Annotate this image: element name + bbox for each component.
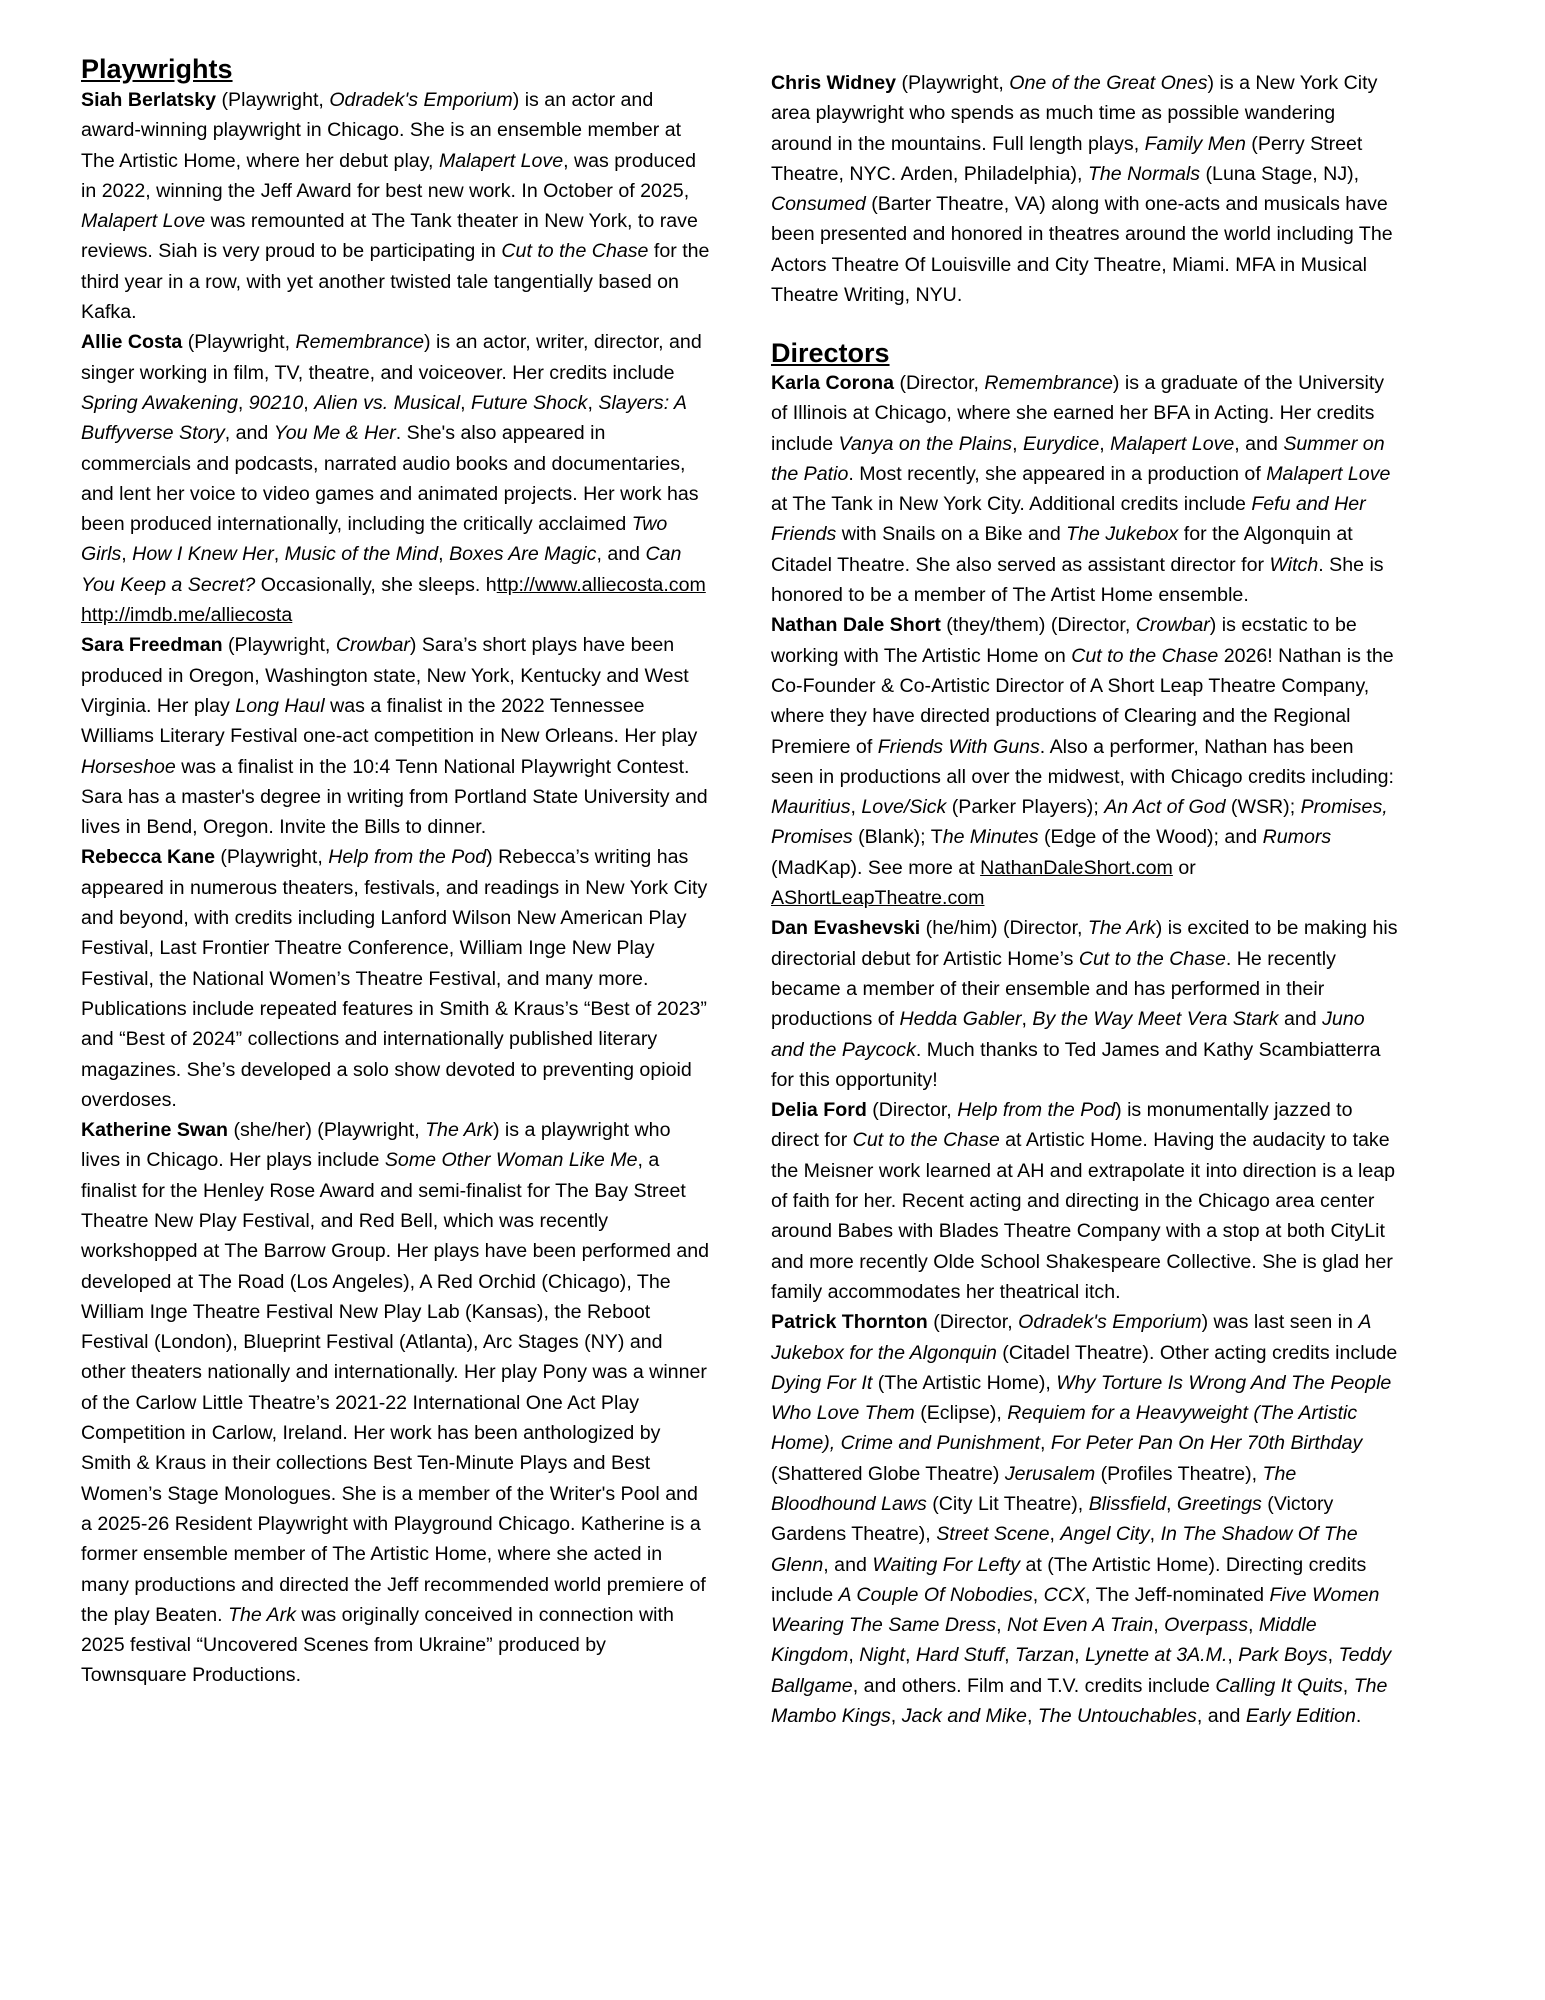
bio-title: The Bloodhound Laws [771,1462,1297,1515]
bio-title: The Untouchables [1037,1705,1197,1728]
bio-title: Middle Kingdom [771,1614,1317,1667]
bio-title: Greetings [1176,1492,1262,1515]
bio-title: Odradek's Emporium [329,89,513,111]
bio-text: ) is a New York City area playwright who spends as much time as possible wandering around in the mountains. Full length plays, [771,72,1378,155]
bio-text: (Barter Theatre, VA) along with one-acts and musicals have been presented and honored in theatres around the world including The Actors Theatre Of Louisville and City Theatre, Miami. MFA in Musical Theatre Writing, NYU. [771,193,1393,307]
bio-text: , [273,543,285,566]
bio-title: Five Women Wearing The Same Dress [771,1583,1380,1637]
bio-title: Remembrance [295,331,425,354]
bio-text: (he/him) (Director, [920,917,1088,940]
bio-title: For Peter Pan On Her 70th Birthday [1050,1432,1363,1455]
bio-link[interactable]: AShortLeapTheatre.com [771,887,985,910]
bio-text: , The Jeff-nominated [1085,1583,1270,1606]
bio-text: ) is an actor and award-winning playwright in Chicago. She is an ensemble member at The Artistic Home, where her debut play, [81,89,682,172]
bio-title: Friends With Guns [877,735,1040,758]
bio-text: ) is an actor, writer, director, and singer working in film, TV, theatre, and voiceover. Her credits include [81,331,702,384]
bio-text: (Parker Players); [946,796,1105,819]
bio-title: A Jukebox for the Algonquin [771,1311,1371,1364]
bio-text: . She is honored to be a member of The Artist Home ensemble. [771,553,1384,607]
bio-text: (MadKap). See more at [771,856,981,879]
bio-title: Two Girls [81,513,668,566]
bio-name: Katherine Swan [81,1119,228,1142]
bio-text: (City Lit Theatre), [926,1492,1089,1515]
bio-title: CCX [1043,1583,1086,1606]
bio-paragraph [771,68,1401,310]
bio-paragraph [771,1307,1401,1731]
bio-text: (Eclipse), [914,1402,1008,1425]
bio-text: , [904,1644,916,1667]
bio-text: , a finalist for the Henley Rose Award and semi-finalist for The Bay Street Theatre New Play Festival, and Red Bell, which was recently workshopped at The Barrow Group. Her plays have been performed and developed at The Road (Los Angeles), A Red Orchid (Chicago), The William Inge Theatre Festival New Play Lab (Kansas), the Reboot Festival (London), Blueprint Festival (Atlanta), Arc Stages (NY) and other theaters nationally and internationally. Her play Pony was a winner of the Carlow Little Theatre’s 2021-22 International One Act Play Competition in Carlow, Ireland. Her work has been anthologized by Smith & Kraus in their collections Best Ten-Minute Plays and Best Women’s Stage Monologues. She is a member of the Writer's Pool and a 2025-26 Resident Playwright with Playground Chicago. Katherine is a former ensemble member of The Artistic Home, where she acted in many productions and directed the Jeff recommended world premiere of the play Beaten. [81,1149,710,1626]
bio-text: at The Tank in New York City. Additional credits include [771,493,1252,516]
playwright-bios-continued [771,68,1401,310]
bio-text: , [1012,432,1023,455]
bio-title: Blissfield [1088,1492,1167,1515]
bio-text: (Playwright, [216,89,330,111]
bio-title: The Mambo Kings [771,1674,1388,1728]
bio-paragraph [771,610,1401,913]
bio-title: Waiting For Lefty [872,1553,1021,1576]
bio-text: at (The Artistic Home). Directing credits include [771,1553,1367,1606]
bio-title: Jack and Mike [901,1705,1027,1728]
bio-text: (Shattered Globe Theatre) [771,1462,1005,1485]
bio-text: , was produced in 2022, winning the Jeff Award for best new work. In October of 2025, [81,149,696,202]
bio-text: , [1227,1644,1239,1667]
bio-title: The Ark [425,1119,493,1142]
bio-text: (she/her) (Playwright, [228,1119,426,1142]
bio-text: (Playwright, [896,72,1010,94]
bio-title: Early Edition [1245,1705,1356,1728]
directors-heading: Directors [771,338,890,368]
bio-title: Malapert Love [1110,432,1235,455]
bio-text: (Director, [866,1099,958,1122]
bio-paragraph [81,842,711,1115]
bio-title: Why Torture Is Wrong And The People Who Love Them [771,1371,1392,1425]
bio-text: , [1149,1523,1161,1546]
bio-title: Overpass [1164,1614,1248,1637]
bio-text: , and others. Film and T.V. credits include [852,1674,1216,1697]
bio-title: Angel City [1060,1523,1150,1546]
bio-title: You Me & Her [273,422,396,445]
bio-text: (Playwright, [182,331,296,354]
bio-text: was remounted at The Tank theater in New York, to rave reviews. Siah is very proud to be participating in [81,210,698,263]
bio-text: , [1004,1644,1015,1667]
bio-title: Fefu and Her Friends [771,493,1366,546]
bio-name: Allie Costa [81,331,183,354]
bio-title: he Minutes [942,826,1039,849]
bio-text: , [848,1644,860,1667]
bio-paragraph [81,630,711,842]
bio-text: , [1342,1674,1354,1697]
bio-name: Siah Berlatsky [81,89,217,111]
bio-text: (WSR); [1225,796,1301,819]
bio-paragraph [81,327,711,630]
bio-text: (Director, [894,372,985,394]
bio-title: Park Boys [1238,1644,1328,1667]
bio-title: Cut to the Chase [1071,644,1219,667]
bio-title: Crowbar [335,634,410,657]
bio-text: , [1153,1614,1165,1637]
bio-text: . Also a performer, Nathan has been seen in productions all over the midwest, with Chicago credits including: [771,735,1394,788]
bio-text: at Artistic Home. Having the audacity to take the Meisner work learned at AH and extrapolate it into direction is a leap of faith for her. Recent acting and directing in the Chicago area center around Babes with Blades Theatre Company with a stop at both CityLit and more recently Olde School Shakespeare Collective. She is glad her family accommodates her theatrical itch. [771,1129,1396,1303]
bio-title: Lynette at 3A.M. [1085,1644,1228,1667]
bio-text: . He recently became a member of their ensemble and has performed in their productions of [771,947,1336,1031]
bio-title: The Normals [1087,162,1201,185]
bio-title: Rumors [1262,826,1332,849]
bio-title: Dying For It [771,1371,873,1394]
bio-title: One of the Great Ones [1009,72,1208,94]
bio-title: Vanya on the Plains [838,432,1013,455]
bio-text: , [1166,1492,1177,1515]
bio-title: Summer on the Patio [771,432,1385,485]
bio-text: ) is excited to be making his directorial debut for Artistic Home’s [771,917,1398,970]
bio-title: Eurydice [1023,432,1100,455]
bio-name: Karla Corona [771,372,895,394]
bio-name: Sara Freedman [81,634,223,657]
bio-title: In The Shadow Of The Glenn [771,1523,1358,1576]
bio-text: ) Rebecca’s writing has appeared in numerous theaters, festivals, and readings in New York City and beyond, with credits including Lanford Wilson New American Play Festival, Last Frontier Theatre Conference, William Inge New Play Festival, the National Women’s Theatre Festival, and many more. Publications include repeated features in Smith & Kraus’s “Best of 2023” and “Best of 2024” collections and internationally published literary magazines. She’s developed a solo show devoted to preventing opioid overdoses. [81,846,708,1111]
bio-text: ) is ecstatic to be working with The Artistic Home on [771,614,1357,667]
bio-text: (they/them) (Director, [940,614,1136,637]
bio-title: Street Scene [936,1523,1050,1546]
bio-title: Requiem for a Heavyweight (The Artistic Home), Crime and Punishment [771,1402,1358,1455]
bio-title: Music of the Mind [284,543,439,566]
bio-text: was originally conceived in connection with 2025 festival “Uncovered Scenes from Ukraine” produced by Townsquare Productions. [81,1603,674,1687]
bio-title: Remembrance [984,372,1113,394]
bio-text: , and [823,1553,873,1576]
bio-text: , [237,391,249,414]
bio-title: An Act of God [1104,796,1226,819]
bio-text: , [460,391,471,414]
bio-text: , [850,796,862,819]
bio-text: , [1099,432,1111,455]
bio-title: Help from the Pod [328,846,487,869]
bio-link[interactable]: NathanDaleShort.com [980,856,1173,879]
director-bios [771,368,1401,1731]
bio-text: , and [1196,1705,1246,1728]
bio-text: (Luna Stage, NJ), [1200,162,1360,185]
bio-text: and [1278,1008,1323,1031]
bio-name: Nathan Dale Short [771,614,941,637]
bio-title: Mauritius [771,796,851,819]
bio-title: Malapert Love [438,149,564,172]
bio-title: The Jukebox [1066,523,1179,546]
bio-paragraph [81,1115,711,1691]
bio-text: , [996,1614,1007,1637]
bio-title: Future Shock [470,391,588,414]
bio-paragraph [81,85,711,327]
playwright-bios [81,85,711,1691]
bio-text: ) Sara’s short plays have been produced in Oregon, Washington state, New York, Kentucky and West Virginia. Her play [81,634,689,717]
bio-text: , [1327,1644,1339,1667]
bio-name: Patrick Thornton [771,1311,928,1334]
bio-text: was a finalist in the 2022 Tennessee Williams Literary Festival one-act competition in New Orleans. Her play [81,694,698,748]
bio-text: Occasionally, she sleeps. h [255,573,497,596]
bio-title: Juno and the Paycock [771,1008,1365,1061]
bio-title: The Ark [1087,917,1156,940]
playwrights-heading: Playwrights [81,54,233,84]
bio-text: ) is a playwright who lives in Chicago. Her plays include [81,1119,671,1172]
bio-name: Chris Widney [771,72,897,94]
bio-title: Hard Stuff [915,1644,1005,1667]
bio-text: , [890,1705,902,1728]
bio-title: Tarzan [1014,1644,1075,1667]
bio-text: (Director, [927,1311,1019,1334]
bio-text: ) is monumentally jazzed to direct for [771,1099,1353,1152]
bio-title: Promises, Promises [771,796,1388,849]
bio-text: , [121,543,133,566]
bio-text: , [438,543,450,566]
bio-title: Love/Sick [861,796,947,819]
bio-title: Night [859,1644,905,1667]
bio-text: . She's also appeared in commercials and podcasts, narrated audio books and documentaries, and lent her voice to video games and animated projects. Her work has been produced internationally, including the critically acclaimed [81,422,699,536]
bio-title: Slayers: A Buffyverse Story [81,391,687,445]
bio-text: (Playwright, [222,634,336,657]
bio-text: . Most recently, she appeared in a production of [848,462,1267,485]
bio-title: Some Other Woman Like Me [384,1149,638,1172]
bio-title: Crowbar [1135,614,1210,637]
bio-link[interactable]: http://imdb.me/alliecosta [81,604,293,627]
bio-text: , and [224,422,274,445]
bio-title: By the Way Meet Vera Stark [1032,1008,1279,1031]
bio-title: 90210 [248,391,304,414]
bio-title: Cut to the Chase [852,1129,1000,1152]
bio-title: Witch [1269,553,1319,576]
bio-title: Boxes Are Magic [449,543,597,566]
bio-text: , [1026,1705,1038,1728]
bio-text: for the Algonquin at Citadel Theatre. She also served as assistant director for [771,523,1353,576]
bio-title: Not Even A Train [1006,1614,1154,1637]
bio-text: for the third year in a row, with yet another twisted tale tangentially based on Kafka. [81,240,710,324]
bio-text: (Blank); T [852,826,943,849]
bio-text: ) was last seen in [1201,1311,1359,1334]
bio-name: Delia Ford [771,1099,867,1122]
bio-paragraph [771,913,1401,1095]
bio-text: (Citadel Theatre). Other acting credits include [996,1341,1398,1364]
bio-title: Malapert Love [81,210,206,233]
bio-text: (Edge of the Wood); and [1038,826,1263,849]
bio-text: (Profiles Theatre), [1095,1462,1263,1485]
bio-text: , and [1234,432,1284,455]
bio-title: Alien vs. Musical [314,391,461,414]
bio-title: Hedda Gabler [899,1008,1022,1031]
bio-title: Consumed [771,193,866,216]
bio-text: , [1049,1523,1061,1546]
bio-text: . [1355,1705,1362,1728]
bio-text: , [1032,1583,1044,1606]
bio-text: was a finalist in the 10:4 Tenn National Playwright Contest. Sara has a master's degree in writing from Portland State University and lives in Bend, Oregon. Invite the Bills to dinner. [81,755,708,839]
bio-title: Calling It Quits [1215,1674,1343,1697]
bio-text: , [303,391,315,414]
bio-text: , [1021,1008,1033,1031]
bio-text: , [1039,1432,1051,1455]
bio-title: Odradek's Emporium [1018,1311,1202,1334]
bio-text: (Playwright, [214,846,329,869]
bio-text: , and [596,543,646,566]
bio-title: Cut to the Chase [1078,947,1226,970]
bio-title: Can You Keep a Secret? [81,543,682,596]
bio-text: with Snails on a Bike and [836,523,1067,546]
bio-title: Teddy Ballgame [771,1644,1392,1697]
bio-paragraph [771,1095,1401,1307]
bio-text: , [1248,1614,1259,1637]
bio-title: Long Haul [235,694,325,717]
bio-link[interactable]: ttp://www.alliecosta.com [496,573,706,596]
bio-text: (Perry Street Theatre, NYC. Arden, Philadelphia), [771,132,1363,185]
bio-title: Horseshoe [81,755,176,778]
bio-title: Malapert Love [1266,462,1391,485]
bio-name: Rebecca Kane [81,846,215,869]
bio-title: A Couple Of Nobodies [838,1583,1033,1606]
bio-title: Family Men [1144,132,1246,155]
bio-text: , [1074,1644,1086,1667]
bio-name: Dan Evashevski [771,917,921,940]
bio-text: (The Artistic Home), [872,1371,1057,1394]
bio-title: The Ark [228,1603,296,1626]
bio-text: , [587,391,599,414]
bio-text: (Victory Gardens Theatre), [771,1492,1334,1546]
bio-text: or [1172,856,1196,879]
bio-text: ) is a graduate of the University of Illinois at Chicago, where she earned her BFA in Acting. Her credits include [771,372,1385,455]
bio-title: How I Knew Her [132,543,274,566]
bio-title: Help from the Pod [957,1099,1116,1122]
bio-title: Spring Awakening [81,391,238,414]
bio-text: . Much thanks to Ted James and Kathy Scambiatterra for this opportunity! [771,1038,1381,1091]
bio-text: 2026! Nathan is the Co-Founder & Co-Artistic Director of A Short Leap Theatre Company, where they have directed productions of Clearing and the Regional Premiere of [771,644,1394,758]
bio-title: Jerusalem [1004,1462,1096,1485]
bio-paragraph [771,368,1401,610]
bio-title: Cut to the Chase [501,240,649,263]
